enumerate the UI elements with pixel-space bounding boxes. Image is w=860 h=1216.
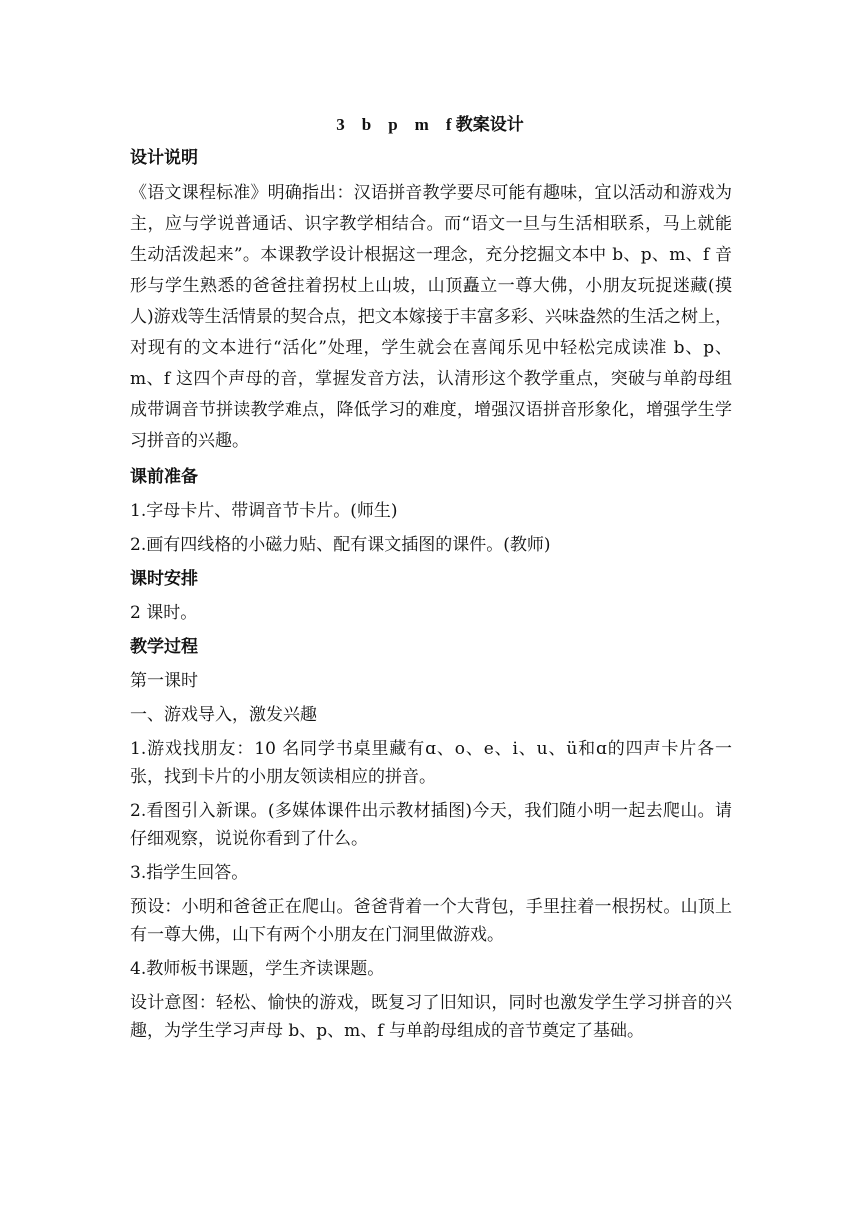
document-body [130, 144, 732, 1051]
step-1: 1.游戏找朋友：10 名同学书桌里藏有ɑ、o、e、i、u、ü和ɑ的四声卡片各一张，找到卡片的小朋友领读相应的拼音。 [130, 739, 732, 787]
section-heading-design: 设计说明 [130, 148, 198, 168]
section-heading-preparation: 课前准备 [130, 467, 198, 487]
schedule-text: 2 课时。 [130, 603, 198, 623]
document-title: 3 b p m f 教案设计 [336, 115, 524, 134]
lesson-label: 第一课时 [130, 671, 198, 691]
step-2: 2.看图引入新课。(多媒体课件出示教材插图)今天，我们随小明一起去爬山。请仔细观察，说说你看到了什么。 [130, 801, 732, 849]
design-description: 《语文课程标准》明确指出：汉语拼音教学要尽可能有趣味，宜以活动和游戏为主，应与学说普通话、识字教学相结合。而“语文一旦与生活相联系，马上就能生动活泼起来”。本课教学设计根据这一理念，充分挖掘文本中 b、p、m、f 音形与学生熟悉的爸爸拄着拐杖上山坡，山顶矗立一尊大佛，小朋友玩捉迷藏(摸人)游戏等生活情景的契合点，把文本嫁接于丰富多彩、兴味盎然的生活之树上，对现有的文本进行“活化”处理，学生就会在喜闻乐见中轻松完成读准 b、p、m、f 这四个声母的音，掌握发音方法，认清形这个教学重点，突破与单韵母组成带调音节拼读教学难点，降低学习的难度，增强汉语拼音形象化，增强学生学习拼音的兴趣。 [130, 183, 732, 451]
section-heading-schedule: 课时安排 [130, 569, 198, 589]
step-4: 4.教师板书课题，学生齐读课题。 [130, 959, 385, 979]
prep-item-1: 1.字母卡片、带调音节卡片。(师生) [130, 501, 398, 521]
prep-item-2: 2.画有四线格的小磁力贴、配有课文插图的课件。(教师) [130, 535, 551, 555]
step-3: 3.指学生回答。 [130, 863, 249, 883]
design-intent: 设计意图：轻松、愉快的游戏，既复习了旧知识，同时也激发学生学习拼音的兴趣，为学生学习声母 b、p、m、f 与单韵母组成的音节奠定了基础。 [130, 993, 732, 1041]
section-heading-process: 教学过程 [130, 637, 198, 657]
preset-answer: 预设：小明和爸爸正在爬山。爸爸背着一个大背包，手里拄着一根拐杖。山顶上有一尊大佛，山下有两个小朋友在门洞里做游戏。 [130, 897, 732, 945]
part-heading: 一、游戏导入，激发兴趣 [130, 705, 317, 725]
